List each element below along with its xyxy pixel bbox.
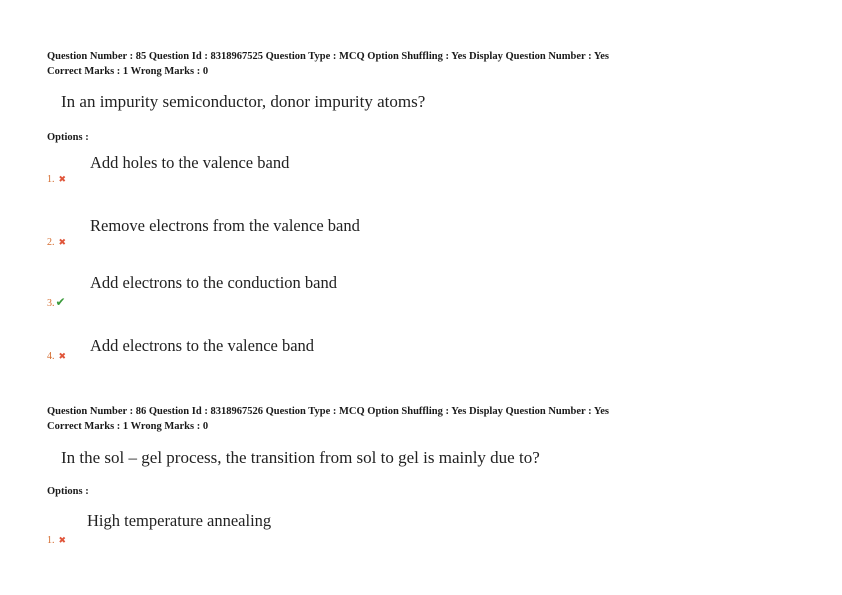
q86-option-1-number bbox=[47, 535, 66, 546]
question-85-text: In an impurity semiconductor, donor impurity atoms? bbox=[61, 92, 426, 111]
q85-option-3-text: Add electrons to the conduction band bbox=[90, 273, 337, 292]
question-86-meta-line1: Question Number : 86 Question Id : 8318967526 Question Type : MCQ Option Shuffling : Yes Display Question Number : Yes bbox=[47, 406, 610, 417]
q85-option-4-text: Add electrons to the valence band bbox=[90, 336, 315, 355]
option-number: 4. bbox=[47, 351, 55, 362]
question-86-meta bbox=[47, 404, 609, 434]
question-85-meta-line2: Correct Marks : 1 Wrong Marks : 0 bbox=[47, 66, 209, 77]
check-icon: ✔ bbox=[55, 295, 66, 309]
q85-option-4-number bbox=[47, 351, 66, 362]
option-number: 3. bbox=[47, 298, 55, 309]
option-number: 1. bbox=[47, 535, 55, 546]
question-85-options-label: Options : bbox=[47, 132, 89, 143]
q86-option-1-text: High temperature annealing bbox=[87, 511, 272, 530]
option-number: 2. bbox=[47, 237, 55, 248]
q85-option-1-number bbox=[47, 174, 66, 185]
q85-option-1-text: Add holes to the valence band bbox=[90, 153, 290, 172]
q85-option-3-number bbox=[47, 295, 66, 309]
option-number: 1. bbox=[47, 174, 55, 185]
question-85-meta-line1: Question Number : 85 Question Id : 8318967525 Question Type : MCQ Option Shuffling : Yes Display Question Number : Yes bbox=[47, 51, 610, 62]
q85-option-2-text: Remove electrons from the valence band bbox=[90, 216, 360, 235]
cross-icon: ✖ bbox=[58, 175, 67, 185]
cross-icon: ✖ bbox=[58, 536, 67, 546]
question-85-meta bbox=[47, 49, 609, 79]
question-86-meta-line2: Correct Marks : 1 Wrong Marks : 0 bbox=[47, 421, 209, 432]
q85-option-2-number bbox=[47, 237, 66, 248]
question-86-options-label: Options : bbox=[47, 486, 89, 497]
question-86-text: In the sol – gel process, the transition from sol to gel is mainly due to? bbox=[61, 448, 540, 467]
cross-icon: ✖ bbox=[58, 352, 67, 362]
cross-icon: ✖ bbox=[58, 238, 67, 248]
